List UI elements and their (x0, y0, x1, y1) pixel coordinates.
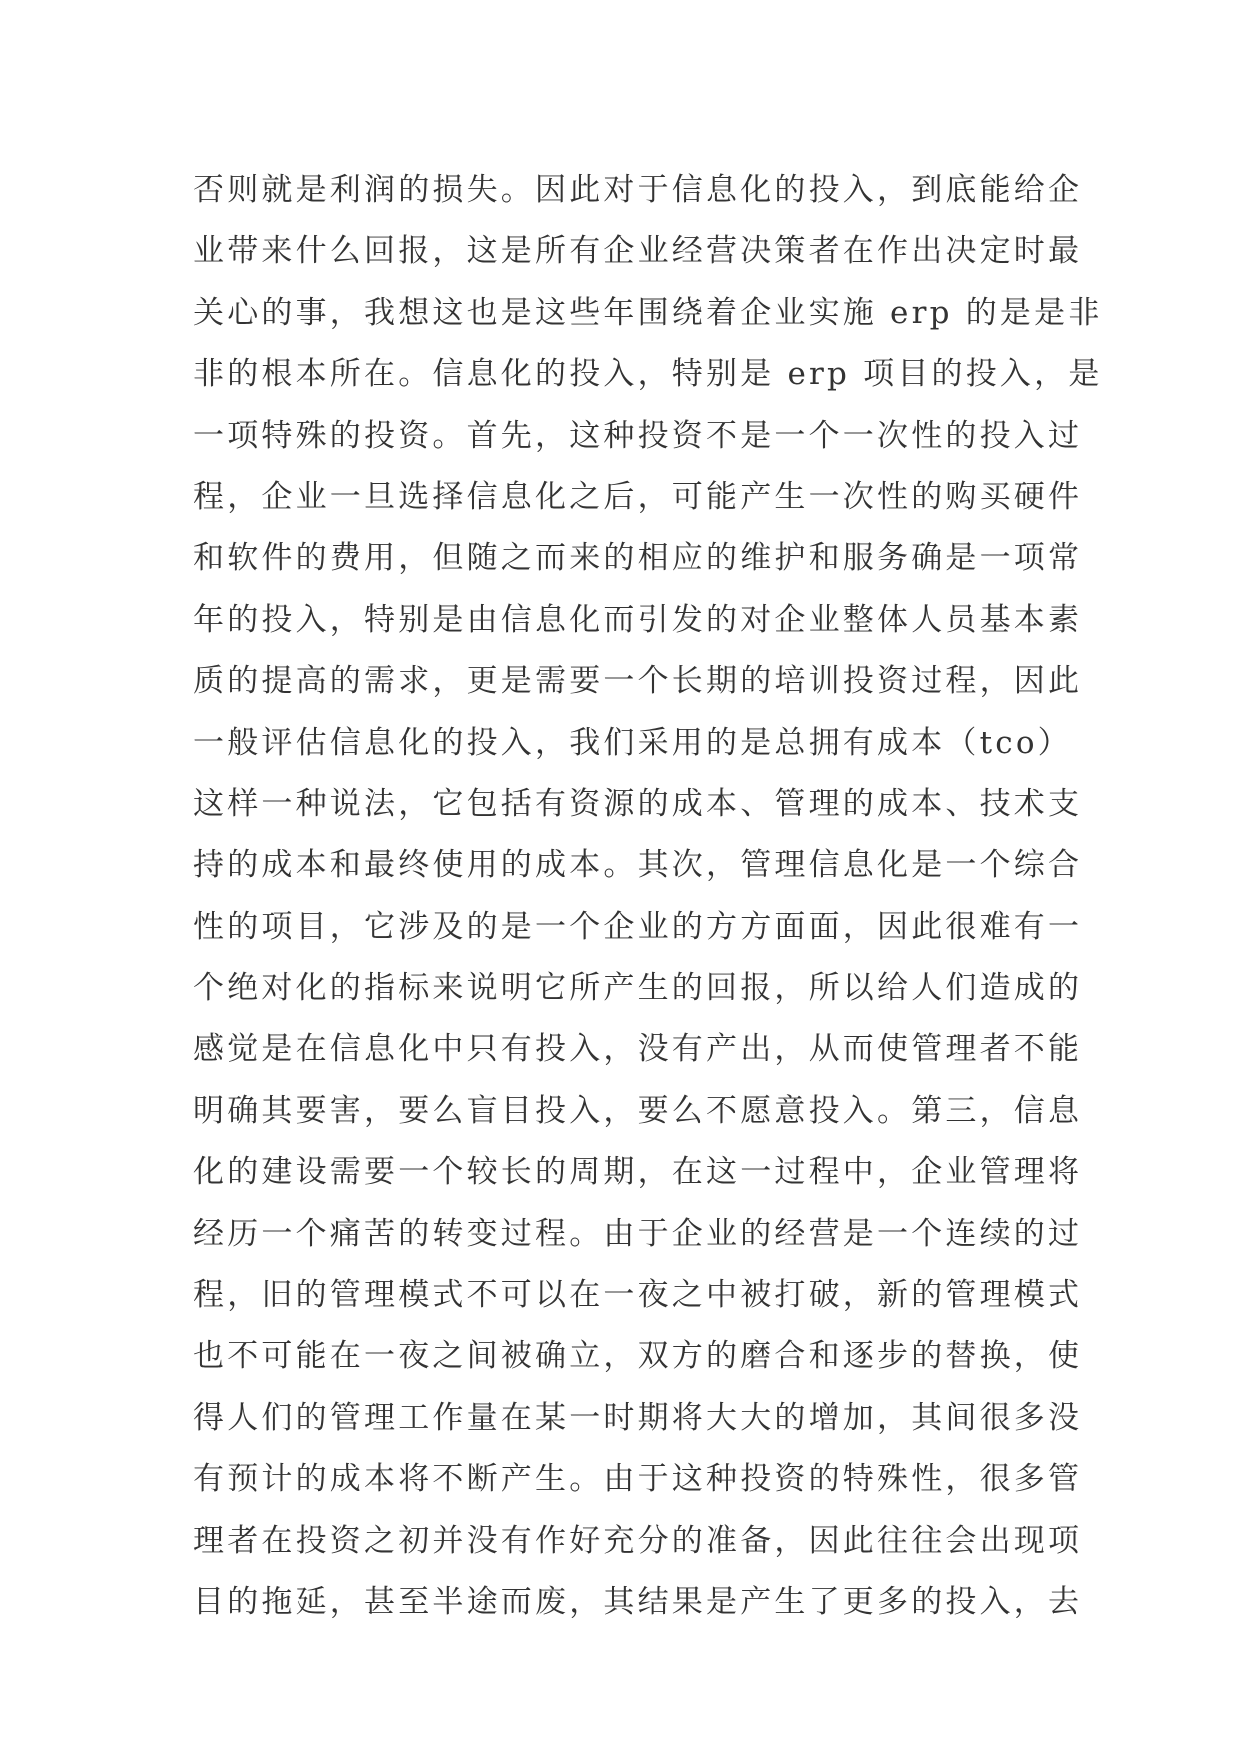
text-line: 程，旧的管理模式不可以在一夜之中被打破，新的管理模式 (193, 1277, 1083, 1314)
text-line: 持的成本和最终使用的成本。其次，管理信息化是一个综合 (193, 847, 1083, 884)
text-line: 感觉是在信息化中只有投入，没有产出，从而使管理者不能 (193, 1031, 1083, 1068)
text-line: 一般评估信息化的投入，我们采用的是总拥有成本（tco） (193, 724, 1072, 761)
text-line: 和软件的费用，但随之而来的相应的维护和服务确是一项常 (193, 540, 1083, 577)
text-line: 这样一种说法，它包括有资源的成本、管理的成本、技术支 (193, 785, 1083, 822)
text-line: 程，企业一旦选择信息化之后，可能产生一次性的购买硬件 (193, 478, 1083, 515)
body-text (193, 160, 1103, 1633)
text-line: 经历一个痛苦的转变过程。由于企业的经营是一个连续的过 (193, 1215, 1083, 1252)
text-line: 非的根本所在。信息化的投入，特别是 erp 项目的投入，是 (193, 356, 1103, 393)
text-line: 明确其要害，要么盲目投入，要么不愿意投入。第三，信息 (193, 1092, 1083, 1129)
text-line: 个绝对化的指标来说明它所产生的回报，所以给人们造成的 (193, 970, 1083, 1007)
text-line: 年的投入，特别是由信息化而引发的对企业整体人员基本素 (193, 601, 1083, 638)
text-line: 质的提高的需求，更是需要一个长期的培训投资过程，因此 (193, 663, 1083, 700)
text-line: 目的拖延，甚至半途而废，其结果是产生了更多的投入，去 (193, 1583, 1083, 1620)
text-line: 化的建设需要一个较长的周期，在这一过程中，企业管理将 (193, 1154, 1083, 1191)
text-line: 否则就是利润的损失。因此对于信息化的投入，到底能给企 (193, 172, 1083, 208)
text-line: 业带来什么回报，这是所有企业经营决策者在作出决定时最 (193, 233, 1083, 270)
text-line: 性的项目，它涉及的是一个企业的方方面面，因此很难有一 (193, 908, 1083, 945)
text-line: 有预计的成本将不断产生。由于这种投资的特殊性，很多管 (193, 1461, 1083, 1498)
text-line: 理者在投资之初并没有作好充分的准备，因此往往会出现项 (193, 1522, 1083, 1559)
text-line: 一项特殊的投资。首先，这种投资不是一个一次性的投入过 (193, 417, 1083, 454)
text-line: 得人们的管理工作量在某一时期将大大的增加，其间很多没 (193, 1399, 1083, 1436)
text-line: 关心的事，我想这也是这些年围绕着企业实施 erp 的是是非 (193, 294, 1103, 331)
text-line: 也不可能在一夜之间被确立，双方的磨合和逐步的替换，使 (193, 1338, 1083, 1375)
